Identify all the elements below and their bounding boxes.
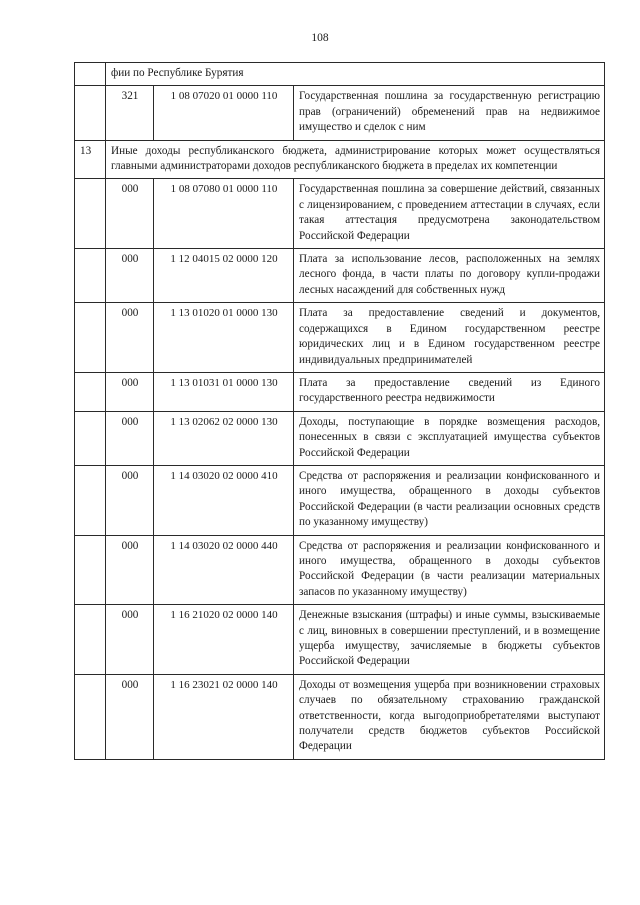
row-number-cell xyxy=(75,86,106,140)
revenue-description: Денежные взыскания (штрафы) и иные суммы, взыскиваемые с лиц, виновных в совершении преступлений, и в возмещение ущерба имуществу, зачисляемые в бюджеты субъектов Российской Федерации xyxy=(294,605,605,675)
revenue-description: Плата за предоставление сведений из Единого государственного реестра недвижимости xyxy=(294,372,605,411)
section-number: 13 xyxy=(75,140,106,179)
revenue-code: 1 14 03020 02 0000 410 xyxy=(154,465,294,535)
table-row xyxy=(75,372,605,411)
admin-code: 000 xyxy=(106,411,154,465)
revenue-code: 1 12 04015 02 0000 120 xyxy=(154,249,294,303)
admin-code: 000 xyxy=(106,372,154,411)
admin-code: 000 xyxy=(106,605,154,675)
table-row xyxy=(75,674,605,759)
admin-code: 000 xyxy=(106,179,154,249)
revenue-code: 1 08 07020 01 0000 110 xyxy=(154,86,294,140)
revenue-description: Средства от распоряжения и реализации конфискованного и иного имущества, обращенного в доходы субъектов Российской Федерации (в части реализации материальных запасов по указанному имуществу) xyxy=(294,535,605,605)
revenue-description: Плата за использование лесов, расположенных на землях лесного фонда, в части платы по договору купли-продажи лесных насаждений для собственных нужд xyxy=(294,249,605,303)
revenue-code: 1 13 01031 01 0000 130 xyxy=(154,372,294,411)
revenue-description: Государственная пошлина за совершение действий, связанных с лицензированием, с проведением аттестации в случаях, если такая аттестация предусмотрена законодательством Российской Федерации xyxy=(294,179,605,249)
section-title: Иные доходы республиканского бюджета, администрирование которых может осуществляться главными администраторами доходов республиканского бюджета в пределах их компетенции xyxy=(106,140,605,179)
revenue-description: Плата за предоставление сведений и документов, содержащихся в Едином государственном реестре юридических лиц и в Едином государственном реестре индивидуальных предпринимателей xyxy=(294,303,605,373)
revenue-description: Доходы от возмещения ущерба при возникновении страховых случаев по обязательному страхованию гражданской ответственности, когда выгодоприобретателями выступают получатели средств бюджетов субъектов Российской Федерации xyxy=(294,674,605,759)
revenue-description: Государственная пошлина за государственную регистрацию прав (ограничений) обременений прав на недвижимое имущество и сделок с ним xyxy=(294,86,605,140)
table-row-continuation xyxy=(75,63,605,86)
revenue-description: Средства от распоряжения и реализации конфискованного и иного имущества, обращенного в доходы субъектов Российской Федерации (в части реализации основных средств по указанному имуществу) xyxy=(294,465,605,535)
admin-code: 000 xyxy=(106,674,154,759)
revenue-code: 1 14 03020 02 0000 440 xyxy=(154,535,294,605)
admin-code: 000 xyxy=(106,465,154,535)
revenue-code: 1 08 07080 01 0000 110 xyxy=(154,179,294,249)
table-row xyxy=(75,605,605,675)
revenue-code: 1 13 02062 02 0000 130 xyxy=(154,411,294,465)
row-number-cell xyxy=(75,63,106,86)
table-row xyxy=(75,86,605,140)
revenue-code: 1 16 21020 02 0000 140 xyxy=(154,605,294,675)
revenue-code: 1 13 01020 01 0000 130 xyxy=(154,303,294,373)
admin-code: 000 xyxy=(106,249,154,303)
revenue-description: Доходы, поступающие в порядке возмещения расходов, понесенных в связи с эксплуатацией имущества субъектов Российской Федерации xyxy=(294,411,605,465)
table-row xyxy=(75,411,605,465)
table-row xyxy=(75,249,605,303)
revenue-classification-table xyxy=(74,62,605,760)
table-row xyxy=(75,179,605,249)
table-row xyxy=(75,535,605,605)
table-row xyxy=(75,465,605,535)
table-row xyxy=(75,303,605,373)
revenue-code: 1 16 23021 02 0000 140 xyxy=(154,674,294,759)
continuation-text: фии по Республике Бурятия xyxy=(106,63,605,86)
admin-code: 000 xyxy=(106,303,154,373)
admin-code: 000 xyxy=(106,535,154,605)
admin-code: 321 xyxy=(106,86,154,140)
page-number: 108 xyxy=(311,32,329,44)
table-section-row xyxy=(75,140,605,179)
